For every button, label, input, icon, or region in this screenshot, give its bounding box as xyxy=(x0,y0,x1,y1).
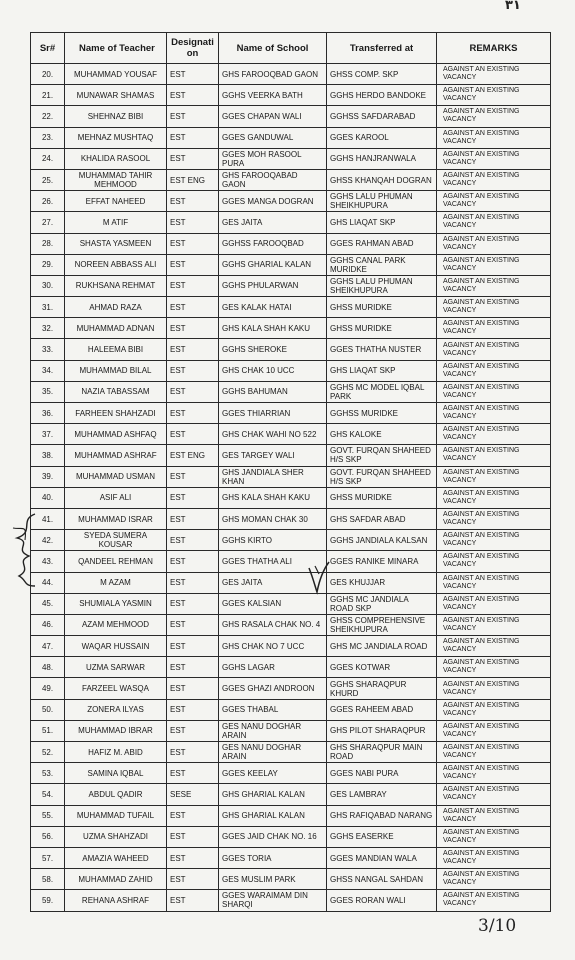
cell-teacher: RUKHSANA REHMAT xyxy=(65,275,167,296)
cell-teacher: MUHAMMAD YOUSAF xyxy=(65,64,167,85)
cell-school: GGHS LAGAR xyxy=(219,657,327,678)
cell-designation: EST xyxy=(167,381,219,402)
cell-designation: EST xyxy=(167,424,219,445)
cell-school: GES KALAK HATAI xyxy=(219,297,327,318)
cell-transferred: GGHS HERDO BANDOKE xyxy=(327,85,437,106)
cell-remarks: AGAINST AN EXISTING VACANCY xyxy=(437,869,551,890)
cell-designation: EST xyxy=(167,360,219,381)
cell-school: GGHS SHEROKE xyxy=(219,339,327,360)
cell-sr: 38. xyxy=(31,445,65,466)
table-row xyxy=(31,551,551,572)
cell-designation: EST xyxy=(167,106,219,127)
cell-designation: EST xyxy=(167,275,219,296)
cell-teacher: MUHAMMAD IBRAR xyxy=(65,720,167,741)
cell-teacher: REHANA ASHRAF xyxy=(65,890,167,911)
table-row xyxy=(31,466,551,487)
table-row xyxy=(31,381,551,402)
cell-sr: 41. xyxy=(31,508,65,529)
cell-transferred: GGHS MC MODEL IQBAL PARK xyxy=(327,381,437,402)
cell-sr: 57. xyxy=(31,847,65,868)
cell-teacher: SYEDA SUMERA KOUSAR xyxy=(65,530,167,551)
table-row xyxy=(31,742,551,763)
cell-teacher: MUHAMMAD ASHRAF xyxy=(65,445,167,466)
cell-remarks: AGAINST AN EXISTING VACANCY xyxy=(437,508,551,529)
table-row xyxy=(31,869,551,890)
cell-school: GHS FAROOQABAD GAON xyxy=(219,169,327,190)
cell-school: GGHS VEERKA BATH xyxy=(219,85,327,106)
table-row xyxy=(31,657,551,678)
cell-sr: 37. xyxy=(31,424,65,445)
cell-designation: EST xyxy=(167,805,219,826)
cell-transferred: GHSS KHANQAH DOGRAN xyxy=(327,169,437,190)
table-row xyxy=(31,169,551,190)
cell-sr: 22. xyxy=(31,106,65,127)
cell-designation: EST xyxy=(167,826,219,847)
cell-teacher: MUHAMMAD TUFAIL xyxy=(65,805,167,826)
cell-school: GES NANU DOGHAR ARAIN xyxy=(219,720,327,741)
table-header-row xyxy=(31,33,551,64)
cell-remarks: AGAINST AN EXISTING VACANCY xyxy=(437,381,551,402)
cell-sr: 54. xyxy=(31,784,65,805)
cell-designation: EST xyxy=(167,85,219,106)
cell-remarks: AGAINST AN EXISTING VACANCY xyxy=(437,275,551,296)
table-row xyxy=(31,593,551,614)
cell-designation: EST xyxy=(167,487,219,508)
table-row xyxy=(31,699,551,720)
cell-designation: EST xyxy=(167,127,219,148)
cell-remarks: AGAINST AN EXISTING VACANCY xyxy=(437,784,551,805)
cell-school: GGES CHAPAN WALI xyxy=(219,106,327,127)
cell-sr: 23. xyxy=(31,127,65,148)
cell-designation: EST xyxy=(167,742,219,763)
cell-transferred: GHSS NANGAL SAHDAN xyxy=(327,869,437,890)
cell-remarks: AGAINST AN EXISTING VACANCY xyxy=(437,360,551,381)
cell-school: GGES JAID CHAK NO. 16 xyxy=(219,826,327,847)
cell-designation: EST xyxy=(167,847,219,868)
handwritten-tick-mark xyxy=(305,560,331,596)
header-remarks: REMARKS xyxy=(437,33,551,64)
table-row xyxy=(31,508,551,529)
cell-designation: EST xyxy=(167,530,219,551)
cell-school: GHS KALA SHAH KAKU xyxy=(219,487,327,508)
cell-remarks: AGAINST AN EXISTING VACANCY xyxy=(437,424,551,445)
cell-teacher: ABDUL QADIR xyxy=(65,784,167,805)
cell-sr: 35. xyxy=(31,381,65,402)
cell-sr: 33. xyxy=(31,339,65,360)
cell-designation: EST xyxy=(167,657,219,678)
cell-sr: 55. xyxy=(31,805,65,826)
cell-designation: EST xyxy=(167,233,219,254)
table-row xyxy=(31,85,551,106)
cell-remarks: AGAINST AN EXISTING VACANCY xyxy=(437,233,551,254)
cell-school: GGES GANDUWAL xyxy=(219,127,327,148)
cell-teacher: MUHAMMAD ISRAR xyxy=(65,508,167,529)
cell-transferred: GGES RAHMAN ABAD xyxy=(327,233,437,254)
transfer-table xyxy=(30,32,551,912)
transfer-list-sheet xyxy=(30,32,550,912)
cell-remarks: AGAINST AN EXISTING VACANCY xyxy=(437,699,551,720)
cell-transferred: GGHS LALU PHUMAN SHEIKHUPURA xyxy=(327,191,437,212)
cell-transferred: GHSS MURIDKE xyxy=(327,487,437,508)
cell-remarks: AGAINST AN EXISTING VACANCY xyxy=(437,614,551,635)
cell-school: GGES MOH RASOOL PURA xyxy=(219,148,327,169)
table-row xyxy=(31,530,551,551)
cell-transferred: GOVT. FURQAN SHAHEED H/S SKP xyxy=(327,466,437,487)
cell-transferred: GGHS EASERKE xyxy=(327,826,437,847)
cell-sr: 52. xyxy=(31,742,65,763)
cell-transferred: GHS RAFIQABAD NARANG xyxy=(327,805,437,826)
table-row xyxy=(31,254,551,275)
table-row xyxy=(31,360,551,381)
cell-designation: EST xyxy=(167,318,219,339)
cell-designation: EST xyxy=(167,64,219,85)
page-corner-mark: ٣١ xyxy=(505,0,521,13)
cell-remarks: AGAINST AN EXISTING VACANCY xyxy=(437,826,551,847)
cell-teacher: WAQAR HUSSAIN xyxy=(65,636,167,657)
header-sr: Sr# xyxy=(31,33,65,64)
cell-designation: EST xyxy=(167,148,219,169)
cell-transferred: GGHS LALU PHUMAN SHEIKHUPURA xyxy=(327,275,437,296)
table-row xyxy=(31,445,551,466)
cell-teacher: FARZEEL WASQA xyxy=(65,678,167,699)
cell-transferred: GGES NABI PURA xyxy=(327,763,437,784)
cell-sr: 29. xyxy=(31,254,65,275)
cell-transferred: GGES THATHA NUSTER xyxy=(327,339,437,360)
cell-remarks: AGAINST AN EXISTING VACANCY xyxy=(437,85,551,106)
cell-remarks: AGAINST AN EXISTING VACANCY xyxy=(437,742,551,763)
cell-teacher: KHALIDA RASOOL xyxy=(65,148,167,169)
cell-sr: 44. xyxy=(31,572,65,593)
table-body xyxy=(31,64,551,912)
table-row xyxy=(31,191,551,212)
cell-transferred: GHSS COMPREHENSIVE SHEIKHUPURA xyxy=(327,614,437,635)
cell-sr: 25. xyxy=(31,169,65,190)
cell-remarks: AGAINST AN EXISTING VACANCY xyxy=(437,530,551,551)
cell-school: GHS GHARIAL KALAN xyxy=(219,784,327,805)
header-transferred: Transferred at xyxy=(327,33,437,64)
table-row xyxy=(31,233,551,254)
cell-teacher: M ATIF xyxy=(65,212,167,233)
cell-teacher: MUHAMMAD ADNAN xyxy=(65,318,167,339)
cell-designation: EST ENG xyxy=(167,169,219,190)
cell-school: GHS CHAK 10 UCC xyxy=(219,360,327,381)
cell-sr: 49. xyxy=(31,678,65,699)
table-row xyxy=(31,763,551,784)
cell-sr: 43. xyxy=(31,551,65,572)
cell-school: GGES THATHA ALI xyxy=(219,551,327,572)
cell-transferred: GHSS MURIDKE xyxy=(327,297,437,318)
cell-school: GGHSS FAROOQBAD xyxy=(219,233,327,254)
cell-transferred: GGHS HANJRANWALA xyxy=(327,148,437,169)
cell-teacher: EFFAT NAHEED xyxy=(65,191,167,212)
cell-designation: EST ENG xyxy=(167,445,219,466)
cell-school: GHS FAROOQBAD GAON xyxy=(219,64,327,85)
table-row xyxy=(31,614,551,635)
cell-transferred: GGES MANDIAN WALA xyxy=(327,847,437,868)
cell-designation: EST xyxy=(167,763,219,784)
cell-designation: EST xyxy=(167,614,219,635)
table-row xyxy=(31,805,551,826)
cell-remarks: AGAINST AN EXISTING VACANCY xyxy=(437,148,551,169)
table-row xyxy=(31,297,551,318)
cell-transferred: GHS SAFDAR ABAD xyxy=(327,508,437,529)
cell-teacher: NOREEN ABBASS ALI xyxy=(65,254,167,275)
cell-transferred: GGES KOTWAR xyxy=(327,657,437,678)
cell-sr: 39. xyxy=(31,466,65,487)
cell-transferred: GHSS MURIDKE xyxy=(327,318,437,339)
cell-school: GGES TORIA xyxy=(219,847,327,868)
cell-remarks: AGAINST AN EXISTING VACANCY xyxy=(437,297,551,318)
cell-teacher: M AZAM xyxy=(65,572,167,593)
cell-remarks: AGAINST AN EXISTING VACANCY xyxy=(437,127,551,148)
table-row xyxy=(31,678,551,699)
cell-school: GGES THABAL xyxy=(219,699,327,720)
cell-teacher: MUHAMMAD BILAL xyxy=(65,360,167,381)
cell-designation: EST xyxy=(167,593,219,614)
cell-transferred: GGHS JANDIALA KALSAN xyxy=(327,530,437,551)
cell-transferred: GES KHUJJAR xyxy=(327,572,437,593)
cell-teacher: MEHNAZ MUSHTAQ xyxy=(65,127,167,148)
cell-teacher: QANDEEL REHMAN xyxy=(65,551,167,572)
cell-designation: EST xyxy=(167,636,219,657)
table-row xyxy=(31,339,551,360)
cell-sr: 56. xyxy=(31,826,65,847)
cell-remarks: AGAINST AN EXISTING VACANCY xyxy=(437,805,551,826)
table-row xyxy=(31,720,551,741)
table-row xyxy=(31,127,551,148)
cell-school: GHS KALA SHAH KAKU xyxy=(219,318,327,339)
cell-teacher: MUHAMMAD ASHFAQ xyxy=(65,424,167,445)
cell-remarks: AGAINST AN EXISTING VACANCY xyxy=(437,466,551,487)
cell-school: GHS MOMAN CHAK 30 xyxy=(219,508,327,529)
cell-teacher: ZONERA ILYAS xyxy=(65,699,167,720)
cell-teacher: MUHAMMAD USMAN xyxy=(65,466,167,487)
cell-designation: EST xyxy=(167,339,219,360)
cell-sr: 36. xyxy=(31,403,65,424)
cell-designation: EST xyxy=(167,297,219,318)
cell-remarks: AGAINST AN EXISTING VACANCY xyxy=(437,572,551,593)
cell-remarks: AGAINST AN EXISTING VACANCY xyxy=(437,551,551,572)
cell-school: GHS RASALA CHAK NO. 4 xyxy=(219,614,327,635)
cell-school: GGES KEELAY xyxy=(219,763,327,784)
cell-transferred: GHS LIAQAT SKP xyxy=(327,212,437,233)
cell-school: GGES THIARRIAN xyxy=(219,403,327,424)
page-number: 3/10 xyxy=(478,916,517,936)
table-row xyxy=(31,403,551,424)
table-row xyxy=(31,890,551,911)
cell-teacher: SHASTA YASMEEN xyxy=(65,233,167,254)
cell-transferred: GHS LIAQAT SKP xyxy=(327,360,437,381)
cell-teacher: NAZIA TABASSAM xyxy=(65,381,167,402)
cell-teacher: MUHAMMAD ZAHID xyxy=(65,869,167,890)
cell-teacher: MUHAMMAD TAHIR MEHMOOD xyxy=(65,169,167,190)
cell-designation: EST xyxy=(167,890,219,911)
cell-school: GHS GHARIAL KALAN xyxy=(219,805,327,826)
table-row xyxy=(31,275,551,296)
cell-sr: 46. xyxy=(31,614,65,635)
cell-sr: 59. xyxy=(31,890,65,911)
cell-school: GES TARGEY WALI xyxy=(219,445,327,466)
table-row xyxy=(31,318,551,339)
cell-teacher: UZMA SARWAR xyxy=(65,657,167,678)
table-row xyxy=(31,847,551,868)
cell-transferred: GGHS CANAL PARK MURIDKE xyxy=(327,254,437,275)
cell-remarks: AGAINST AN EXISTING VACANCY xyxy=(437,593,551,614)
cell-remarks: AGAINST AN EXISTING VACANCY xyxy=(437,212,551,233)
cell-remarks: AGAINST AN EXISTING VACANCY xyxy=(437,106,551,127)
cell-transferred: GGHS SHARAQPUR KHURD xyxy=(327,678,437,699)
cell-school: GGES MANGA DOGRAN xyxy=(219,191,327,212)
cell-sr: 40. xyxy=(31,487,65,508)
cell-school: GHS JANDIALA SHER KHAN xyxy=(219,466,327,487)
table-row xyxy=(31,636,551,657)
cell-teacher: UZMA SHAHZADI xyxy=(65,826,167,847)
cell-remarks: AGAINST AN EXISTING VACANCY xyxy=(437,720,551,741)
cell-designation: EST xyxy=(167,191,219,212)
cell-remarks: AGAINST AN EXISTING VACANCY xyxy=(437,890,551,911)
cell-remarks: AGAINST AN EXISTING VACANCY xyxy=(437,847,551,868)
header-school: Name of School xyxy=(219,33,327,64)
cell-transferred: GES LAMBRAY xyxy=(327,784,437,805)
cell-designation: EST xyxy=(167,508,219,529)
cell-remarks: AGAINST AN EXISTING VACANCY xyxy=(437,169,551,190)
cell-sr: 20. xyxy=(31,64,65,85)
cell-transferred: GGES RANIKE MINARA xyxy=(327,551,437,572)
cell-transferred: GHS KALOKE xyxy=(327,424,437,445)
cell-sr: 30. xyxy=(31,275,65,296)
cell-teacher: AHMAD RAZA xyxy=(65,297,167,318)
cell-remarks: AGAINST AN EXISTING VACANCY xyxy=(437,318,551,339)
cell-remarks: AGAINST AN EXISTING VACANCY xyxy=(437,191,551,212)
cell-designation: EST xyxy=(167,403,219,424)
cell-school: GGHS GHARIAL KALAN xyxy=(219,254,327,275)
cell-sr: 28. xyxy=(31,233,65,254)
cell-school: GES MUSLIM PARK xyxy=(219,869,327,890)
cell-sr: 48. xyxy=(31,657,65,678)
cell-sr: 27. xyxy=(31,212,65,233)
cell-designation: EST xyxy=(167,720,219,741)
cell-school: GGHS PHULARWAN xyxy=(219,275,327,296)
header-teacher: Name of Teacher xyxy=(65,33,167,64)
cell-sr: 26. xyxy=(31,191,65,212)
cell-sr: 42. xyxy=(31,530,65,551)
cell-remarks: AGAINST AN EXISTING VACANCY xyxy=(437,763,551,784)
cell-transferred: GHS SHARAQPUR MAIN ROAD xyxy=(327,742,437,763)
cell-school: GGES KALSIAN xyxy=(219,593,327,614)
cell-school: GES JAITA xyxy=(219,212,327,233)
cell-transferred: GGHS MC JANDIALA ROAD SKP xyxy=(327,593,437,614)
table-row xyxy=(31,487,551,508)
cell-sr: 58. xyxy=(31,869,65,890)
cell-remarks: AGAINST AN EXISTING VACANCY xyxy=(437,636,551,657)
table-row xyxy=(31,424,551,445)
cell-school: GHS CHAK WAHI NO 522 xyxy=(219,424,327,445)
cell-sr: 34. xyxy=(31,360,65,381)
cell-school: GGES GHAZI ANDROON xyxy=(219,678,327,699)
cell-teacher: ASIF ALI xyxy=(65,487,167,508)
cell-sr: 51. xyxy=(31,720,65,741)
cell-designation: EST xyxy=(167,466,219,487)
cell-sr: 45. xyxy=(31,593,65,614)
cell-sr: 31. xyxy=(31,297,65,318)
table-row xyxy=(31,784,551,805)
table-row xyxy=(31,826,551,847)
cell-teacher: AZAM MEHMOOD xyxy=(65,614,167,635)
cell-sr: 50. xyxy=(31,699,65,720)
cell-transferred: GOVT. FURQAN SHAHEED H/S SKP xyxy=(327,445,437,466)
cell-sr: 21. xyxy=(31,85,65,106)
cell-transferred: GHSS COMP. SKP xyxy=(327,64,437,85)
cell-sr: 32. xyxy=(31,318,65,339)
cell-teacher: SAMINA IQBAL xyxy=(65,763,167,784)
cell-designation: EST xyxy=(167,678,219,699)
cell-sr: 24. xyxy=(31,148,65,169)
cell-designation: SESE xyxy=(167,784,219,805)
table-row xyxy=(31,64,551,85)
cell-designation: EST xyxy=(167,212,219,233)
cell-transferred: GHS PILOT SHARAQPUR xyxy=(327,720,437,741)
header-designation: Designati on xyxy=(167,33,219,64)
cell-school: GGHS BAHUMAN xyxy=(219,381,327,402)
cell-teacher: AMAZIA WAHEED xyxy=(65,847,167,868)
cell-designation: EST xyxy=(167,869,219,890)
cell-designation: EST xyxy=(167,699,219,720)
cell-school: GHS CHAK NO 7 UCC xyxy=(219,636,327,657)
cell-sr: 47. xyxy=(31,636,65,657)
cell-transferred: GGES KAROOL xyxy=(327,127,437,148)
cell-remarks: AGAINST AN EXISTING VACANCY xyxy=(437,487,551,508)
cell-school: GES NANU DOGHAR ARAIN xyxy=(219,742,327,763)
cell-sr: 53. xyxy=(31,763,65,784)
cell-remarks: AGAINST AN EXISTING VACANCY xyxy=(437,403,551,424)
cell-designation: EST xyxy=(167,572,219,593)
cell-transferred: GGES RORAN WALI xyxy=(327,890,437,911)
table-row xyxy=(31,212,551,233)
cell-school: GES JAITA xyxy=(219,572,327,593)
handwritten-signature xyxy=(5,510,45,590)
cell-remarks: AGAINST AN EXISTING VACANCY xyxy=(437,339,551,360)
cell-remarks: AGAINST AN EXISTING VACANCY xyxy=(437,64,551,85)
cell-teacher: SHUMIALA YASMIN xyxy=(65,593,167,614)
cell-remarks: AGAINST AN EXISTING VACANCY xyxy=(437,254,551,275)
cell-teacher: HALEEMA BIBI xyxy=(65,339,167,360)
cell-designation: EST xyxy=(167,551,219,572)
cell-transferred: GGHSS MURIDKE xyxy=(327,403,437,424)
cell-remarks: AGAINST AN EXISTING VACANCY xyxy=(437,445,551,466)
cell-teacher: HAFIZ M. ABID xyxy=(65,742,167,763)
cell-remarks: AGAINST AN EXISTING VACANCY xyxy=(437,678,551,699)
cell-teacher: FARHEEN SHAHZADI xyxy=(65,403,167,424)
cell-teacher: SHEHNAZ BIBI xyxy=(65,106,167,127)
cell-remarks: AGAINST AN EXISTING VACANCY xyxy=(437,657,551,678)
cell-transferred: GHS MC JANDIALA ROAD xyxy=(327,636,437,657)
table-row xyxy=(31,572,551,593)
cell-designation: EST xyxy=(167,254,219,275)
table-row xyxy=(31,148,551,169)
cell-school: GGHS KIRTO xyxy=(219,530,327,551)
cell-transferred: GGHSS SAFDARABAD xyxy=(327,106,437,127)
cell-transferred: GGES RAHEEM ABAD xyxy=(327,699,437,720)
cell-teacher: MUNAWAR SHAMAS xyxy=(65,85,167,106)
table-row xyxy=(31,106,551,127)
cell-school: GGES WARAIMAM DIN SHARQI xyxy=(219,890,327,911)
